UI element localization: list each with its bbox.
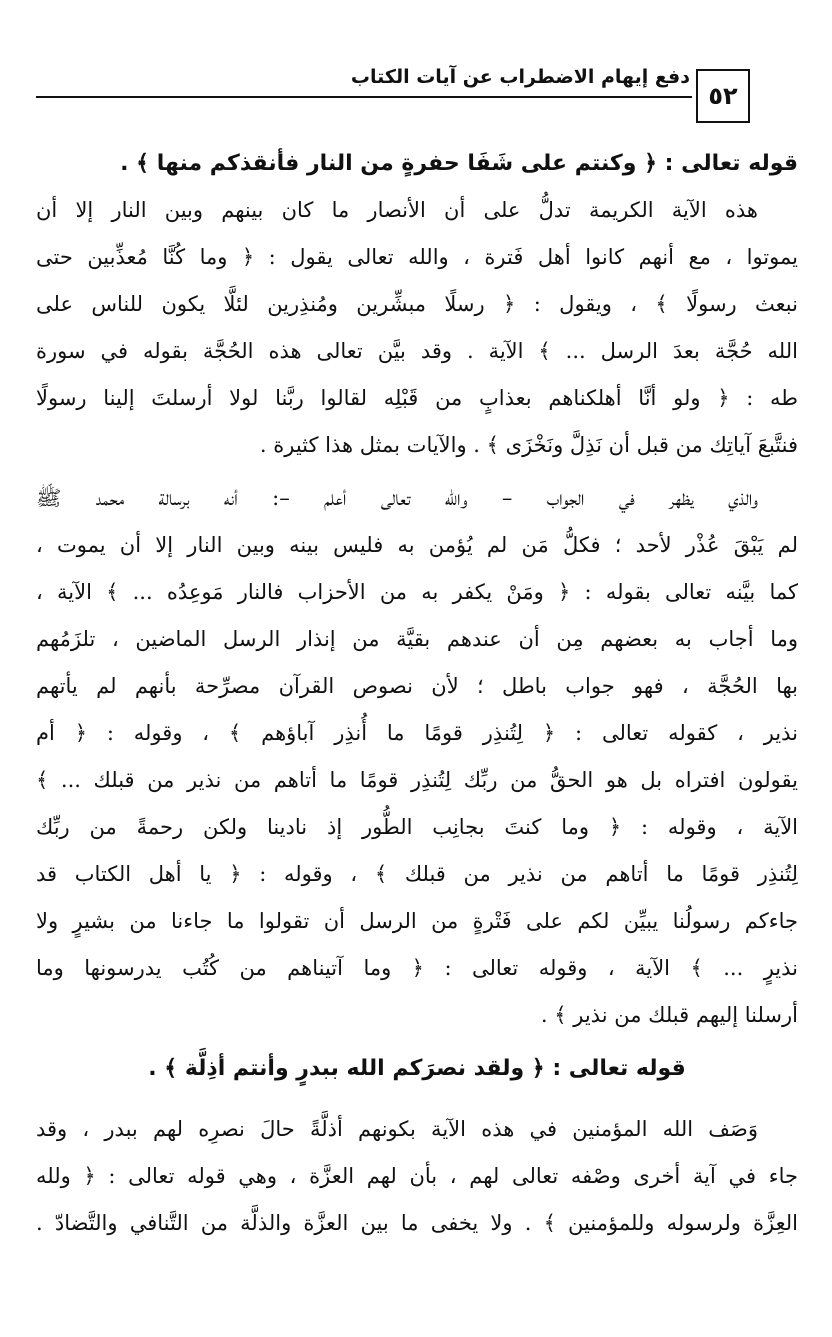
text-line: كما بيَّنه تعالى بقوله : ﴿ ومَنْ يكفر به من الأحزاب فالنار مَوعِدُه ... ﴾ الآية ، [36,580,798,604]
text-line: هذه الآية الكريمة تدلُّ على أن الأنصار ما كان بينهم وبين النار إلا أن [36,198,758,222]
text-line: نبعث رسولًا ﴾ ، ويقول : ﴿ رسلًا مبشِّرين ومُنذِرين لئلَّا يكون للناس على [36,292,798,316]
paragraph-gap [36,1092,798,1106]
text-line: الله حُجَّة بعدَ الرسل ... ﴾ الآية . وقد بيَّن تعالى هذه الحُجَّة بقوله في سورة [36,339,798,363]
text-line-heading-2: قوله تعالى : ﴿ ولقد نصرَكم الله ببدرٍ وأنتم أذِلَّة ﴾ . [148,1056,686,1081]
text-line: نذيرٍ ... ﴾ الآية ، وقوله تعالى : ﴿ وما آتيناهم من كُتُب يدرسونها وما [36,956,798,980]
page-number-box: ٥٢ [696,69,750,123]
text-line: نذير ، كقوله تعالى : ﴿ لِتُنذِر قومًا ما أُنذِر آباؤهم ﴾ ، وقوله : ﴿ أم [36,721,798,745]
text-line: العِزَّة ولرسوله وللمؤمنين ﴾ . ولا يخفى ما بين العزَّة والذلَّة من التَّنافي والتَّضادّ . [36,1211,798,1235]
text-line-heading-1: قوله تعالى : ﴿ وكنتم على شَفَا حفرةٍ من النار فأنقذكم منها ﴾ . [120,151,798,176]
text-line: أرسلنا إليهم قبلك من نذير ﴾ . [540,1003,798,1027]
text-line: وما أجاب به بعضهم مِن أن عندهم بقيَّة من إنذار الرسل الماضين ، تلزَمُهم [36,627,798,651]
text-line: يموتوا ، مع أنهم كانوا أهل فَترة ، والله تعالى يقول : ﴿ وما كُنَّا مُعذِّبين حتى [36,245,798,269]
header-rule [36,96,692,98]
text-line: جاء في آية أخرى وصْفه تعالى لهم ، بأن لهم العزَّة ، وهي قوله تعالى : ﴿ ولله [36,1164,798,1188]
text-line: فنتَّبعَ آياتِك من قبل أن نَذِلَّ ونَخْزَى ﴾ . والآيات بمثل هذا كثيرة . [259,433,798,457]
page-text [36,140,798,1247]
text-line: لم يَبْقَ عُذْر لأحد ؛ فكلُّ مَن لم يُؤمن به فليس بينه وبين النار إلا أن يموت ، [36,533,798,557]
text-line: والذي يظهر في الجواب – والله تعالى أعلم –: أنه برسالة محمد ﷺ [36,486,758,510]
text-line: بها الحُجَّة ، فهو جواب باطل ؛ لأن نصوص القرآن مصرِّحة بأنهم لم يأتهم [36,674,798,698]
text-line: لِتُنذِر قومًا ما أتاهم من نذير من قبلك ﴾ ، وقوله : ﴿ يا أهل الكتاب قد [36,862,798,886]
text-line: جاءكم رسولُنا يبيِّن لكم على فَتْرةٍ من الرسل أن تقولوا ما جاءنا من بشيرٍ ولا [36,909,798,933]
text-line: وَصَف الله المؤمنين في هذه الآية بكونهم أذلَّةً حالَ نصرِه لهم ببدر ، وقد [36,1117,758,1141]
running-head-title: دفع إيهام الاضطراب عن آيات الكتاب [350,66,690,88]
text-line: الآية ، وقوله : ﴿ وما كنتَ بجانِب الطُّور إذ نادينا ولكن رحمةً من ربِّك [36,815,798,839]
text-line: يقولون افتراه بل هو الحقُّ من ربِّك لِتُنذِر قومًا ما أتاهم من نذير من قبلك ... ﴾ [36,768,798,792]
text-line: طه : ﴿ ولو أنَّا أهلكناهم بعذابٍ من قَبْلِه لقالوا ربَّنا لولا أرسلتَ إلينا رسولًا [36,386,798,410]
